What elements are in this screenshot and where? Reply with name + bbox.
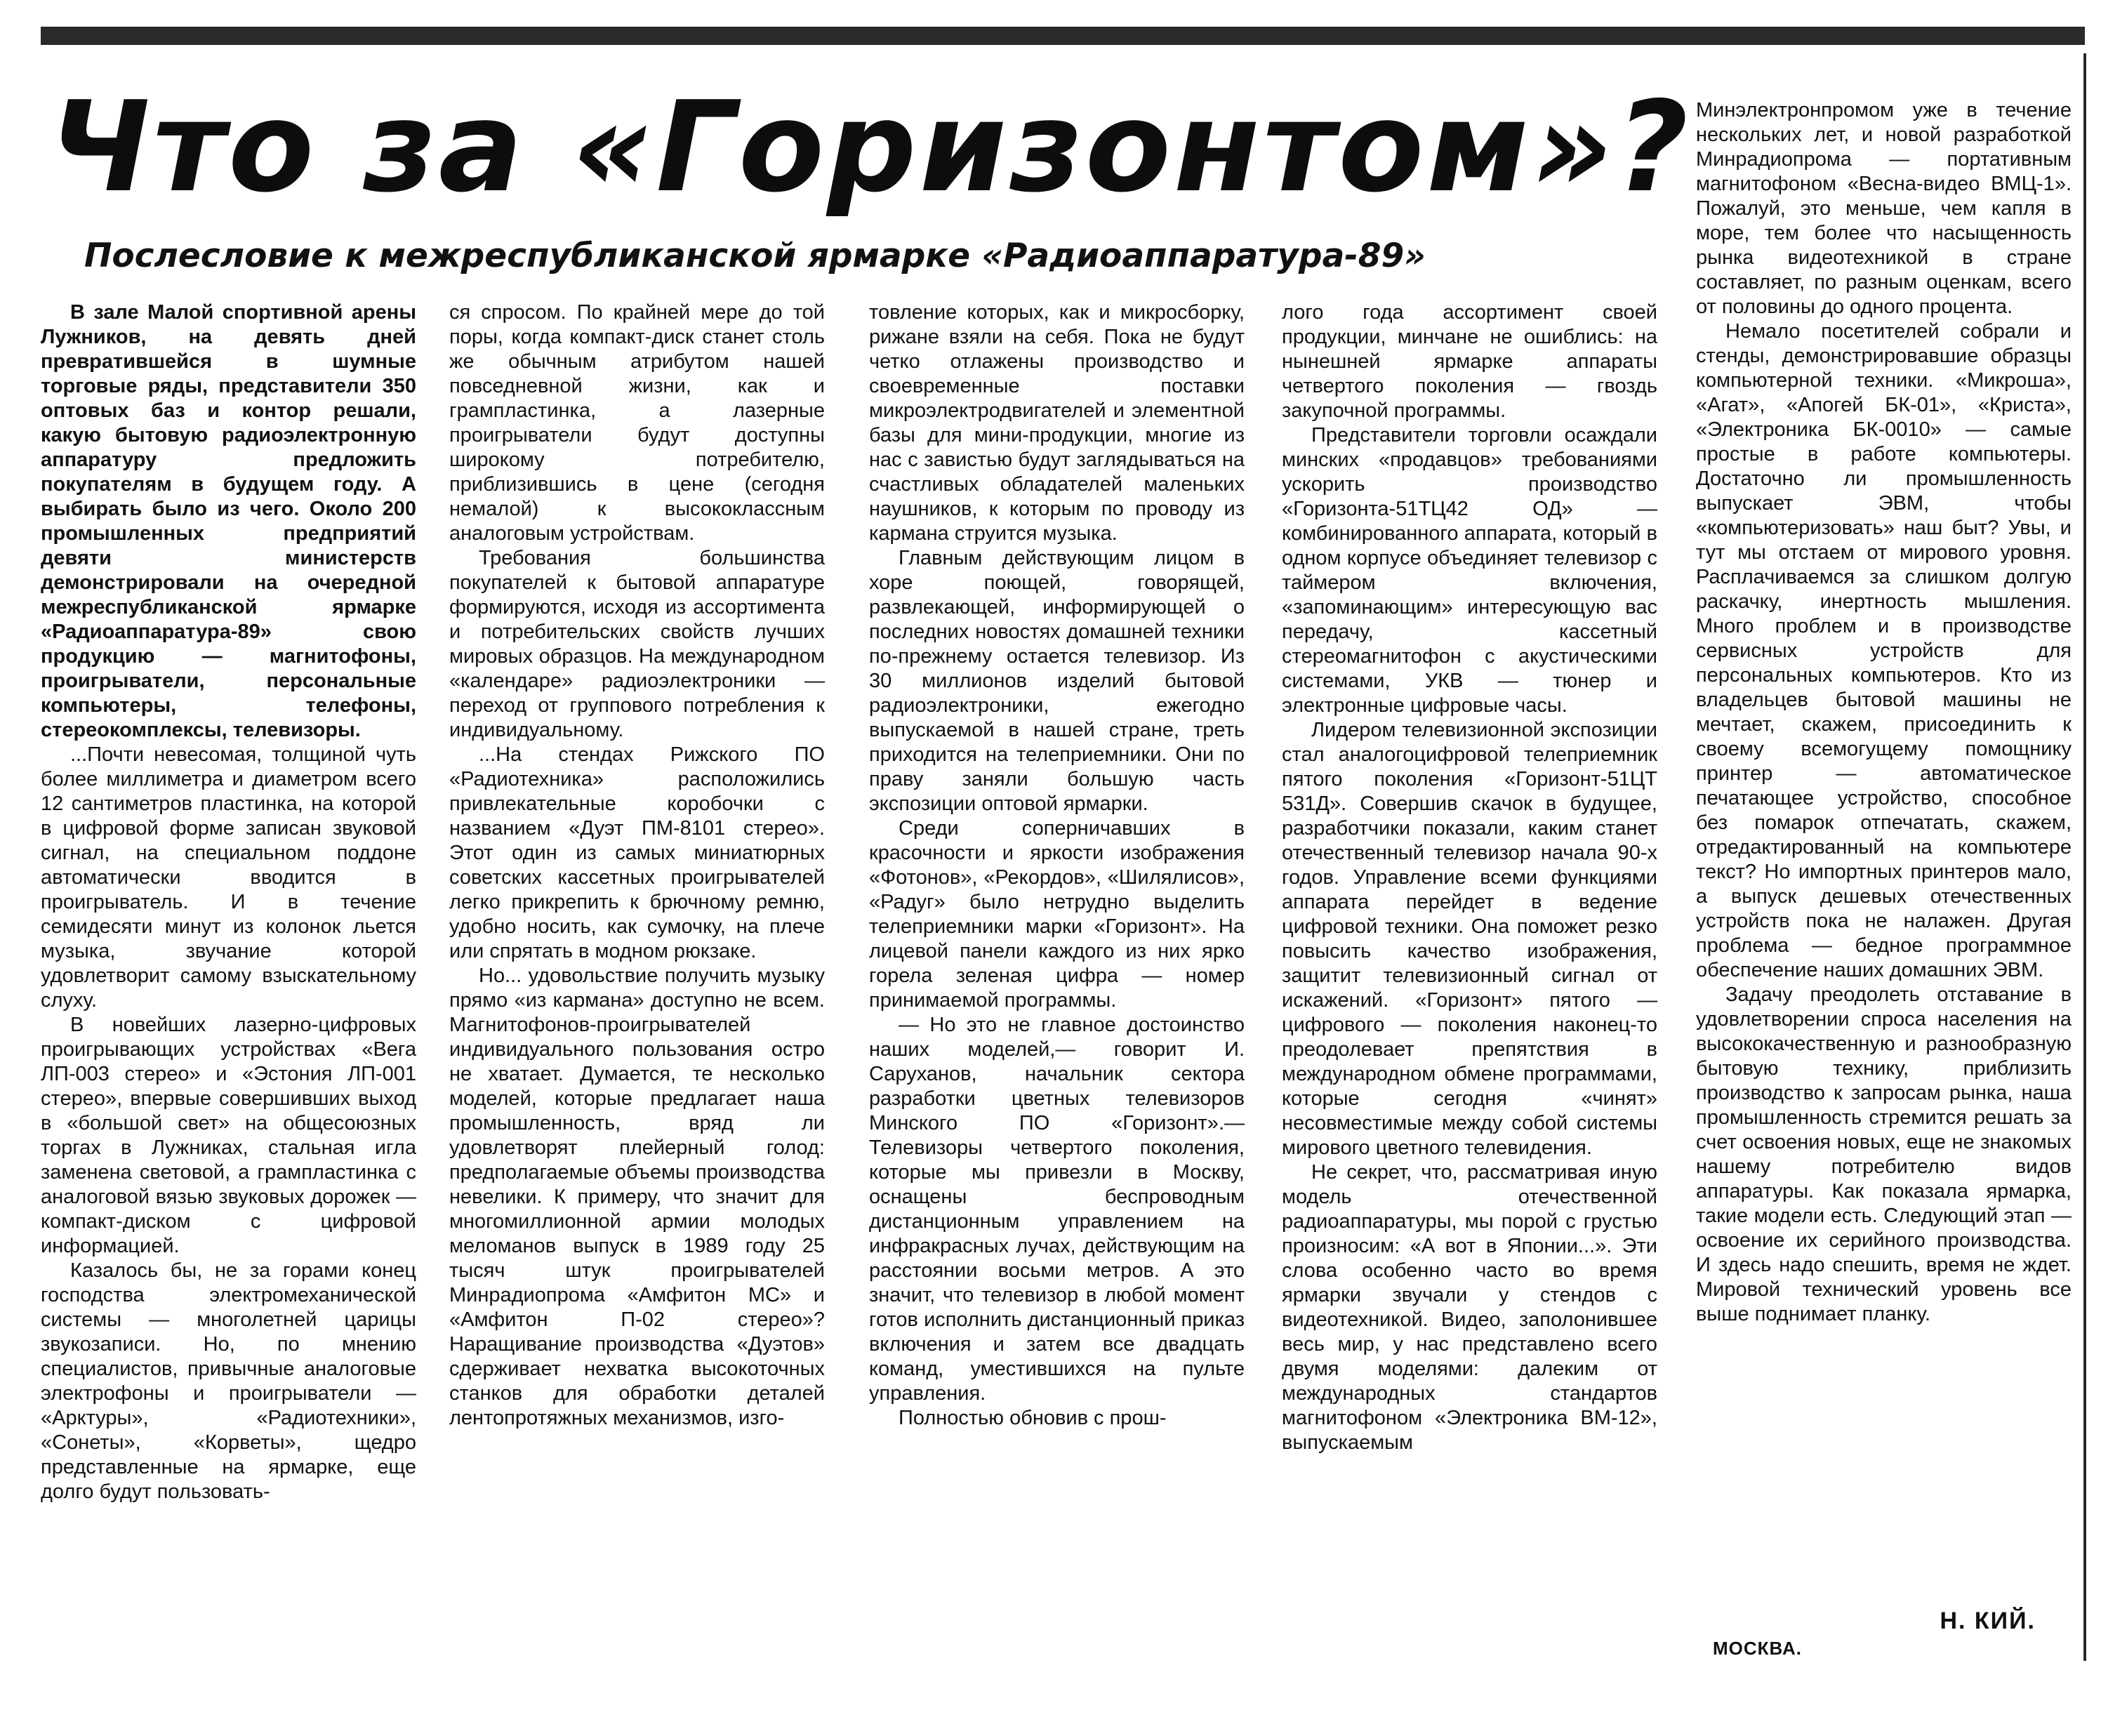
paragraph: — Но это не главное достоинство наших моделей,— говорит И. Саруханов, начальник сектора разработки цветных телевизоров Минского ПО «Горизонт».— Телевизоры четвертого поколения, которые мы привезли в Москву, оснащены беспроводным дистанционным управлением на инфракрасных лучах, действующим на расстоянии восьми метров. А это значит, что телевизор в любой момент готов исполнить дистанционный приказ включения и затем все двадцать команд, уместившихся на пульте управления. bbox=[869, 1014, 1245, 1405]
right-column-rule bbox=[2083, 53, 2086, 1661]
article-column-2 bbox=[449, 300, 825, 1634]
top-rule bbox=[41, 27, 2085, 45]
paragraph: ...На стендах Рижского ПО «Радиотехника» расположились привлекательные коробочки с названием «Дуэт ПМ-8101 стерео». Этот один из самых миниатюрных советских кассетных проигрывателей легко прикрепить к брючному ремню, удобно носить, как сумочку, на плече или спрятать в модном рюкзаке. bbox=[449, 743, 825, 962]
paragraph: Казалось бы, не за горами конец господства электромеханической системы — многолетней царицы звукозаписи. Но, по мнению специалистов, привычные аналоговые электрофоны и проигрыватели — «Арктуры», «Радиотехники», «Сонеты», «Корветы», щедро представленные на ярмарке, еще долго будут пользовать- bbox=[41, 1259, 416, 1503]
paragraph: Немало посетителей собрали и стенды, демонстрировавшие образцы компьютерной техники. «Микроша», «Агат», «Апогей БК-01», «Криста», «Электроника БК-0010» — самые простые в работе компьютеры. Достаточно ли промышленность выпускает ЭВМ, чтобы «компьютеризовать» наш быт? Увы, и тут мы отстаем от мирового уровня. Расплачиваемся за слишком долгую раскачку, инертность мышления. Много проблем и в производстве сервисных устройств для персональных компьютеров. Кто из владельцев бытовой машины не мечтает, скажем, присоединить к своему всемогущему помощнику принтер — автоматическое печатающее устройство, способное без помарок отпечатать, скажем, отредактированный на компьютере текст? Но импортных принтеров мало, а выпуск дешевых отечественных устройств пока не налажен. Другая проблема — бедное программное обеспечение наших домашних ЭВМ. bbox=[1696, 320, 2072, 981]
paragraph: Среди соперничавших в красочности и яркости изображения «Фотонов», «Рекордов», «Шилялисов», «Радуг» было нетрудно выделить телеприемники марки «Горизонт». На лицевой панели каждого из них ярко горела зеленая цифра — номер принимаемой программы. bbox=[869, 817, 1245, 1012]
paragraph: Но... удовольствие получить музыку прямо «из кармана» доступно не всем. Магнитофонов-проигрывателей индивидуального пользования остро не хватает. Думается, те несколько моделей, которые предлагает наша промышленность, вряд ли удовлетворят плейерный голод: предполагаемые объемы производства невелики. К примеру, что значит для многомиллионной армии молодых меломанов выпуск в 1989 году 25 тысяч штук проигрывателей Минрадиопрома «Амфитон МС» и «Амфитон П-02 стерео»? Наращивание производства «Дуэтов» сдерживает нехватка высокоточных станков для обработки деталей лентопротяжных механизмов, изго- bbox=[449, 965, 825, 1429]
author-signature: Н. КИЙ. bbox=[1940, 1608, 2036, 1634]
paragraph: Требования большинства покупателей к бытовой аппаратуре формируются, исходя из ассортимента и потребительских свойств лучших мировых образцов. На международном «календаре» радиоэлектроники — переход от группового потребления к индивидуальному. bbox=[449, 547, 825, 741]
paragraph: В зале Малой спортивной арены Лужников, на девять дней превратившейся в шумные торговые ряды, представители 350 оптовых баз и контор решали, какую бытовую радиоэлектронную аппаратуру предложить покупателям в будущем году. А выбирать было из чего. Около 200 промышленных предприятий девяти министерств демонстрировали на очередной межреспубликанской ярмарке «Радиоаппаратура-89» свою продукцию — магнитофоны, проигрыватели, персональные компьютеры, телефоны, стереокомплексы, телевизоры. bbox=[41, 301, 416, 741]
article-column-1 bbox=[41, 300, 416, 1634]
article-column-5 bbox=[1696, 98, 2072, 1523]
subtitle: Послесловие к межреспубликанской ярмарке «Радиоаппаратура-89» bbox=[84, 237, 1426, 275]
paragraph: Задачу преодолеть отставание в удовлетворении спроса населения на высококачественную и разнообразную бытовую технику, приблизить производство к запросам рынка, наша промышленность стремится решать за счет освоения новых, еще не знакомых нашему потребителю видов аппаратуры. Как показала ярмарка, такие модели есть. Следующий этап — освоение их серийного производства. И здесь надо спешить, время не ждет. Мировой технический уровень все выше поднимает планку. bbox=[1696, 983, 2072, 1325]
paragraph: Не секрет, что, рассматривая иную модель отечественной радиоаппаратуры, мы порой с грустью произносим: «А вот в Японии...». Эти слова особенно часто во время ярмарки звучали у стендов с видеотехникой. Видео, заполонившее весь мир, у нас представлено всего двумя моделями: далеким от международных стандартов магнитофоном «Электроника ВМ-12», выпускаемым bbox=[1282, 1161, 1657, 1454]
article-column-4 bbox=[1282, 300, 1657, 1634]
paragraph: товление которых, как и микросборку, рижане взяли на себя. Пока не будут четко отлажены производство и своевременные поставки микроэлектродвигателей и элементной базы для мини-продукции, многие из нас с завистью будут заглядываться на счастливых обладателей маленьких наушников, к которым по проводу из кармана струится музыка. bbox=[869, 301, 1245, 545]
paragraph: Полностью обновив с прош- bbox=[899, 1407, 1167, 1429]
dateline-city: МОСКВА. bbox=[1713, 1638, 1803, 1659]
paragraph: ...Почти невесомая, толщиной чуть более миллиметра и диаметром всего 12 сантиметров пластинка, на которой в цифровой форме записан звуковой сигнал, на специальном поддоне автоматически вводится в проигрыватель. И в течение семидесяти минут из колонок льется музыка, звучание которой удовлетворит самому взыскательному слуху. bbox=[41, 743, 416, 1012]
paragraph: ся спросом. По крайней мере до той поры, когда компакт-диск станет столь же обычным атрибутом нашей повседневной жизни, как и грампластинка, а лазерные проигрыватели будут доступны широкому потребителю, приблизившись в цене (сегодня немалой) к высококлассным аналоговым устройствам. bbox=[449, 301, 825, 545]
paragraph: Представители торговли осаждали минских «продавцов» требованиями ускорить производство «Горизонта-51ТЦ42 ОД» — комбинированного аппарата, который в одном корпусе объединяет телевизор с таймером включения, «запоминающим» интересующую вас передачу, кассетный стереомагнитофон с акустическими системами, УКВ — тюнер и электронные цифровые часы. bbox=[1282, 424, 1657, 717]
headline: Что за «Горизонтом»? bbox=[49, 74, 1691, 220]
paragraph: Минэлектронпромом уже в течение нескольких лет, и новой разработкой Минрадиопрома — портативным магнитофоном «Весна-видео ВМЦ-1». Пожалуй, это меньше, чем капля в море, тем более что насыщенность рынка видеотехникой в стране составляет, по разным оценкам, всего от половины до одного процента. bbox=[1696, 99, 2072, 318]
paragraph: лого года ассортимент своей продукции, минчане не ошиблись: на нынешней ярмарке аппараты четвертого поколения — гвоздь закупочной программы. bbox=[1282, 301, 1657, 422]
paragraph: Главным действующим лицом в хоре поющей, говорящей, развлекающей, информирующей о последних новостях домашней техники по-прежнему остается телевизор. Из 30 миллионов изделий бытовой радиоэлектроники, ежегодно выпускаемой в нашей стране, треть приходится на телеприемники. Они по праву заняли большую часть экспозиции оптовой ярмарки. bbox=[869, 547, 1245, 815]
article-column-3 bbox=[869, 300, 1245, 1634]
paragraph: Лидером телевизионной экспозиции стал аналогоцифровой телеприемник пятого поколения «Горизонт-51ЦТ 531Д». Совершив скачок в будущее, разработчики показали, каким станет отечественный телевизор начала 90-х годов. Управление всеми функциями аппарата перейдет в ведение цифровой техники. Она поможет резко повысить качество изображения, защитит телевизионный сигнал от искажений. «Горизонт» пятого — цифрового — поколения наконец-то преодолевает препятствия в международном обмене программами, которые сегодня «чинят» несовместимые между собой системы мирового цветного телевидения. bbox=[1282, 719, 1657, 1159]
paragraph: В новейших лазерно-цифровых проигрывающих устройствах «Вега ЛП-003 стерео» и «Эстония ЛП-001 стерео», впервые совершивших выход в «большой свет» на общесоюзных торгах в Лужниках, стальная игла заменена световой, а грампластинка с аналоговой вязью звуковых дорожек — компакт-диском с цифровой информацией. bbox=[41, 1014, 416, 1257]
